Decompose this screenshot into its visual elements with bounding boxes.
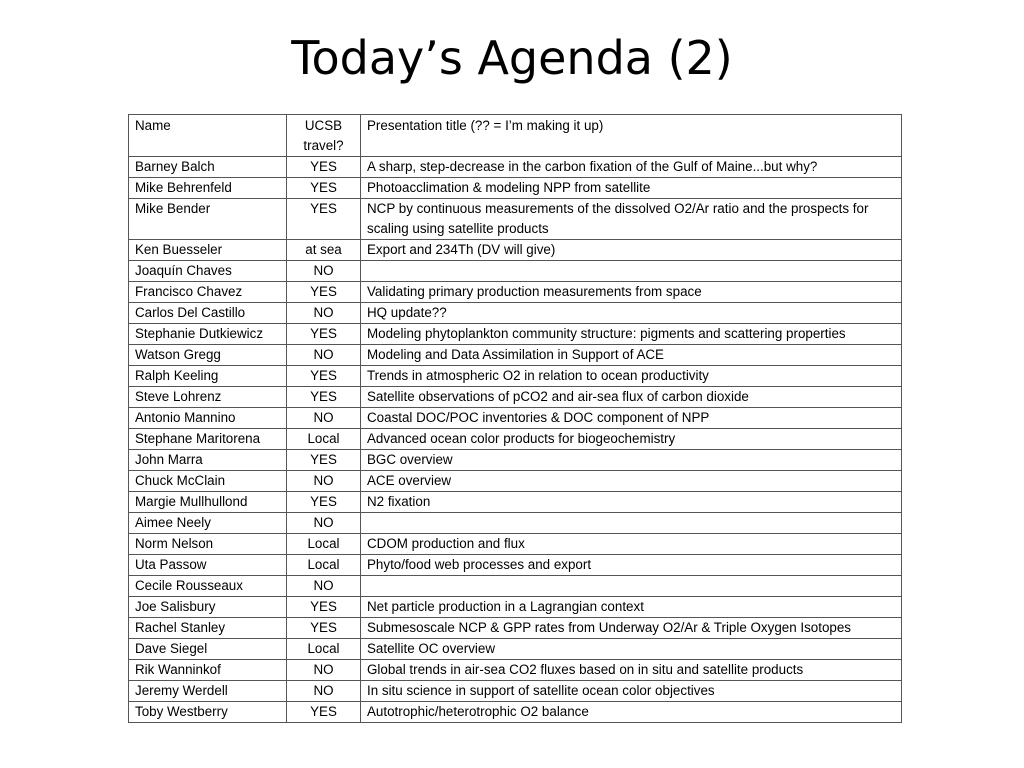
table-row bbox=[129, 240, 902, 261]
table-row bbox=[129, 660, 902, 681]
table-row bbox=[129, 555, 902, 576]
table-row bbox=[129, 681, 902, 702]
table-row bbox=[129, 345, 902, 366]
cell-travel: YES bbox=[287, 324, 361, 345]
cell-presentation-title: Advanced ocean color products for biogeochemistry bbox=[361, 429, 902, 450]
cell-presentation-title bbox=[361, 261, 902, 282]
table-row bbox=[129, 576, 902, 597]
table-row bbox=[129, 261, 902, 282]
header-name: Name bbox=[129, 115, 287, 157]
cell-presentation-title: Satellite observations of pCO2 and air-sea flux of carbon dioxide bbox=[361, 387, 902, 408]
cell-travel: Local bbox=[287, 534, 361, 555]
cell-name: Cecile Rousseaux bbox=[129, 576, 287, 597]
cell-travel: NO bbox=[287, 660, 361, 681]
cell-name: Rik Wanninkof bbox=[129, 660, 287, 681]
cell-name: Ralph Keeling bbox=[129, 366, 287, 387]
cell-travel: YES bbox=[287, 199, 361, 240]
cell-travel: YES bbox=[287, 178, 361, 199]
cell-travel: NO bbox=[287, 513, 361, 534]
slide-title: Today’s Agenda (2) bbox=[291, 31, 733, 85]
cell-name: Carlos Del Castillo bbox=[129, 303, 287, 324]
cell-presentation-title: In situ science in support of satellite ocean color objectives bbox=[361, 681, 902, 702]
agenda-table-body bbox=[129, 115, 902, 723]
cell-presentation-title: Modeling and Data Assimilation in Support of ACE bbox=[361, 345, 902, 366]
cell-presentation-title: Autotrophic/heterotrophic O2 balance bbox=[361, 702, 902, 723]
cell-name: Joaquín Chaves bbox=[129, 261, 287, 282]
cell-name: John Marra bbox=[129, 450, 287, 471]
table-row bbox=[129, 492, 902, 513]
table-row bbox=[129, 408, 902, 429]
table-header-row bbox=[129, 115, 902, 157]
cell-travel: NO bbox=[287, 303, 361, 324]
table-row bbox=[129, 157, 902, 178]
cell-name: Joe Salisbury bbox=[129, 597, 287, 618]
cell-name: Barney Balch bbox=[129, 157, 287, 178]
table-row bbox=[129, 534, 902, 555]
cell-travel: NO bbox=[287, 681, 361, 702]
cell-travel: NO bbox=[287, 408, 361, 429]
table-row bbox=[129, 597, 902, 618]
cell-name: Dave Siegel bbox=[129, 639, 287, 660]
table-row bbox=[129, 702, 902, 723]
cell-presentation-title: BGC overview bbox=[361, 450, 902, 471]
cell-presentation-title: Trends in atmospheric O2 in relation to ocean productivity bbox=[361, 366, 902, 387]
cell-name: Stephane Maritorena bbox=[129, 429, 287, 450]
cell-name: Mike Bender bbox=[129, 199, 287, 240]
cell-travel: NO bbox=[287, 576, 361, 597]
cell-name: Mike Behrenfeld bbox=[129, 178, 287, 199]
cell-presentation-title: Validating primary production measurements from space bbox=[361, 282, 902, 303]
cell-travel: YES bbox=[287, 492, 361, 513]
table-row bbox=[129, 429, 902, 450]
cell-name: Jeremy Werdell bbox=[129, 681, 287, 702]
cell-travel: YES bbox=[287, 387, 361, 408]
cell-presentation-title: Export and 234Th (DV will give) bbox=[361, 240, 902, 261]
cell-travel: NO bbox=[287, 471, 361, 492]
cell-name: Aimee Neely bbox=[129, 513, 287, 534]
cell-presentation-title: HQ update?? bbox=[361, 303, 902, 324]
cell-presentation-title: ACE overview bbox=[361, 471, 902, 492]
cell-presentation-title: Submesoscale NCP & GPP rates from Underway O2/Ar & Triple Oxygen Isotopes bbox=[361, 618, 902, 639]
cell-presentation-title: NCP by continuous measurements of the dissolved O2/Ar ratio and the prospects for scaling using satellite products bbox=[361, 199, 902, 240]
cell-travel: Local bbox=[287, 555, 361, 576]
cell-presentation-title: Net particle production in a Lagrangian context bbox=[361, 597, 902, 618]
cell-travel: NO bbox=[287, 261, 361, 282]
cell-travel: NO bbox=[287, 345, 361, 366]
cell-travel: YES bbox=[287, 366, 361, 387]
cell-presentation-title bbox=[361, 576, 902, 597]
cell-travel: YES bbox=[287, 157, 361, 178]
table-row bbox=[129, 303, 902, 324]
cell-name: Uta Passow bbox=[129, 555, 287, 576]
table-row bbox=[129, 387, 902, 408]
cell-travel: YES bbox=[287, 282, 361, 303]
cell-travel: Local bbox=[287, 429, 361, 450]
header-travel: UCSB travel? bbox=[287, 115, 361, 157]
cell-presentation-title: Modeling phytoplankton community structure: pigments and scattering properties bbox=[361, 324, 902, 345]
cell-travel: YES bbox=[287, 450, 361, 471]
cell-travel: YES bbox=[287, 702, 361, 723]
table-row bbox=[129, 366, 902, 387]
table-row bbox=[129, 178, 902, 199]
cell-name: Ken Buesseler bbox=[129, 240, 287, 261]
cell-name: Stephanie Dutkiewicz bbox=[129, 324, 287, 345]
cell-presentation-title: CDOM production and flux bbox=[361, 534, 902, 555]
cell-name: Chuck McClain bbox=[129, 471, 287, 492]
table-row bbox=[129, 471, 902, 492]
cell-travel: Local bbox=[287, 639, 361, 660]
cell-travel: YES bbox=[287, 597, 361, 618]
table-row bbox=[129, 618, 902, 639]
table-row bbox=[129, 324, 902, 345]
cell-presentation-title: Photoacclimation & modeling NPP from satellite bbox=[361, 178, 902, 199]
table-row bbox=[129, 513, 902, 534]
cell-name: Watson Gregg bbox=[129, 345, 287, 366]
cell-name: Antonio Mannino bbox=[129, 408, 287, 429]
table-row bbox=[129, 450, 902, 471]
cell-name: Margie Mullhullond bbox=[129, 492, 287, 513]
cell-name: Norm Nelson bbox=[129, 534, 287, 555]
table-row bbox=[129, 199, 902, 240]
header-presentation-title: Presentation title (?? = I’m making it up) bbox=[361, 115, 902, 157]
cell-presentation-title: Satellite OC overview bbox=[361, 639, 902, 660]
table-row bbox=[129, 282, 902, 303]
cell-presentation-title: Global trends in air-sea CO2 fluxes based on in situ and satellite products bbox=[361, 660, 902, 681]
cell-name: Rachel Stanley bbox=[129, 618, 287, 639]
cell-name: Steve Lohrenz bbox=[129, 387, 287, 408]
cell-presentation-title: A sharp, step-decrease in the carbon fixation of the Gulf of Maine...but why? bbox=[361, 157, 902, 178]
cell-travel: at sea bbox=[287, 240, 361, 261]
cell-travel: YES bbox=[287, 618, 361, 639]
cell-name: Toby Westberry bbox=[129, 702, 287, 723]
cell-presentation-title: Coastal DOC/POC inventories & DOC component of NPP bbox=[361, 408, 902, 429]
table-row bbox=[129, 639, 902, 660]
cell-presentation-title: Phyto/food web processes and export bbox=[361, 555, 902, 576]
cell-presentation-title: N2 fixation bbox=[361, 492, 902, 513]
cell-presentation-title bbox=[361, 513, 902, 534]
agenda-table bbox=[128, 114, 902, 723]
cell-name: Francisco Chavez bbox=[129, 282, 287, 303]
